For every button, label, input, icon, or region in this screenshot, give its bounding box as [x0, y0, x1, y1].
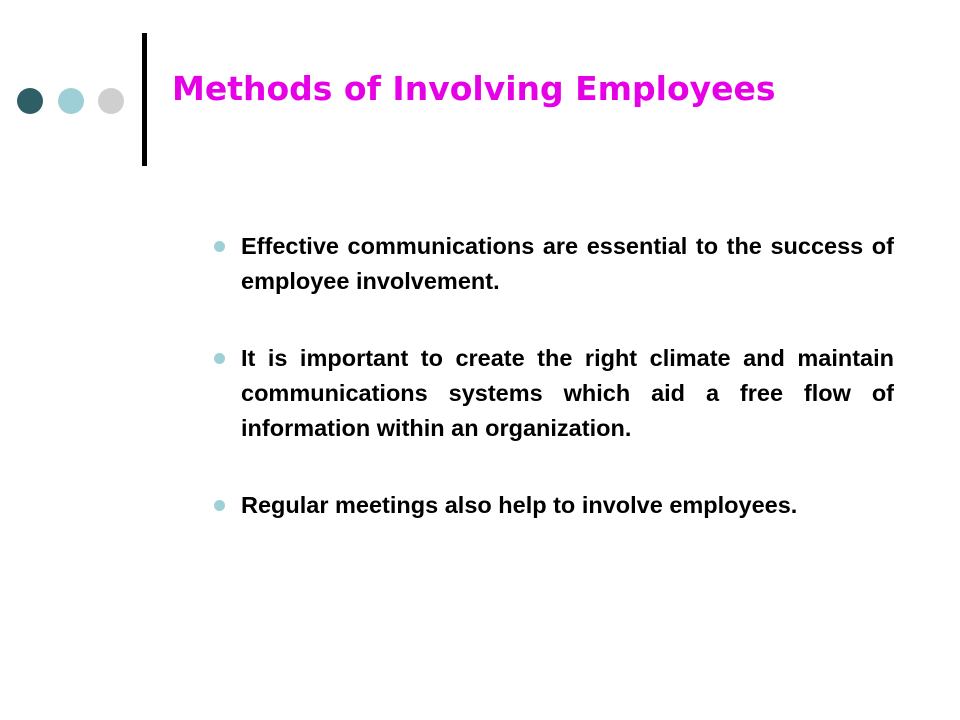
bullet-text: It is important to create the right climate and maintain communications systems which aid a free flow of information within an organization.	[241, 345, 894, 441]
grey-dot-icon	[98, 88, 124, 114]
bullet-item	[214, 229, 894, 299]
dark-teal-dot-icon	[17, 88, 43, 114]
slide-title: Methods of Involving Employees	[172, 69, 776, 108]
light-teal-dot-icon	[58, 88, 84, 114]
bullet-item	[214, 488, 894, 523]
bullet-dot-icon	[214, 241, 225, 252]
bullet-text: Regular meetings also help to involve employees.	[241, 492, 798, 518]
title-divider-bar	[142, 33, 147, 166]
bullet-item	[214, 341, 894, 446]
bullet-text: Effective communications are essential to the success of employee involvement.	[241, 233, 894, 294]
bullet-dot-icon	[214, 353, 225, 364]
bullet-dot-icon	[214, 500, 225, 511]
bullet-list	[214, 229, 894, 523]
decorative-dots	[17, 88, 127, 114]
